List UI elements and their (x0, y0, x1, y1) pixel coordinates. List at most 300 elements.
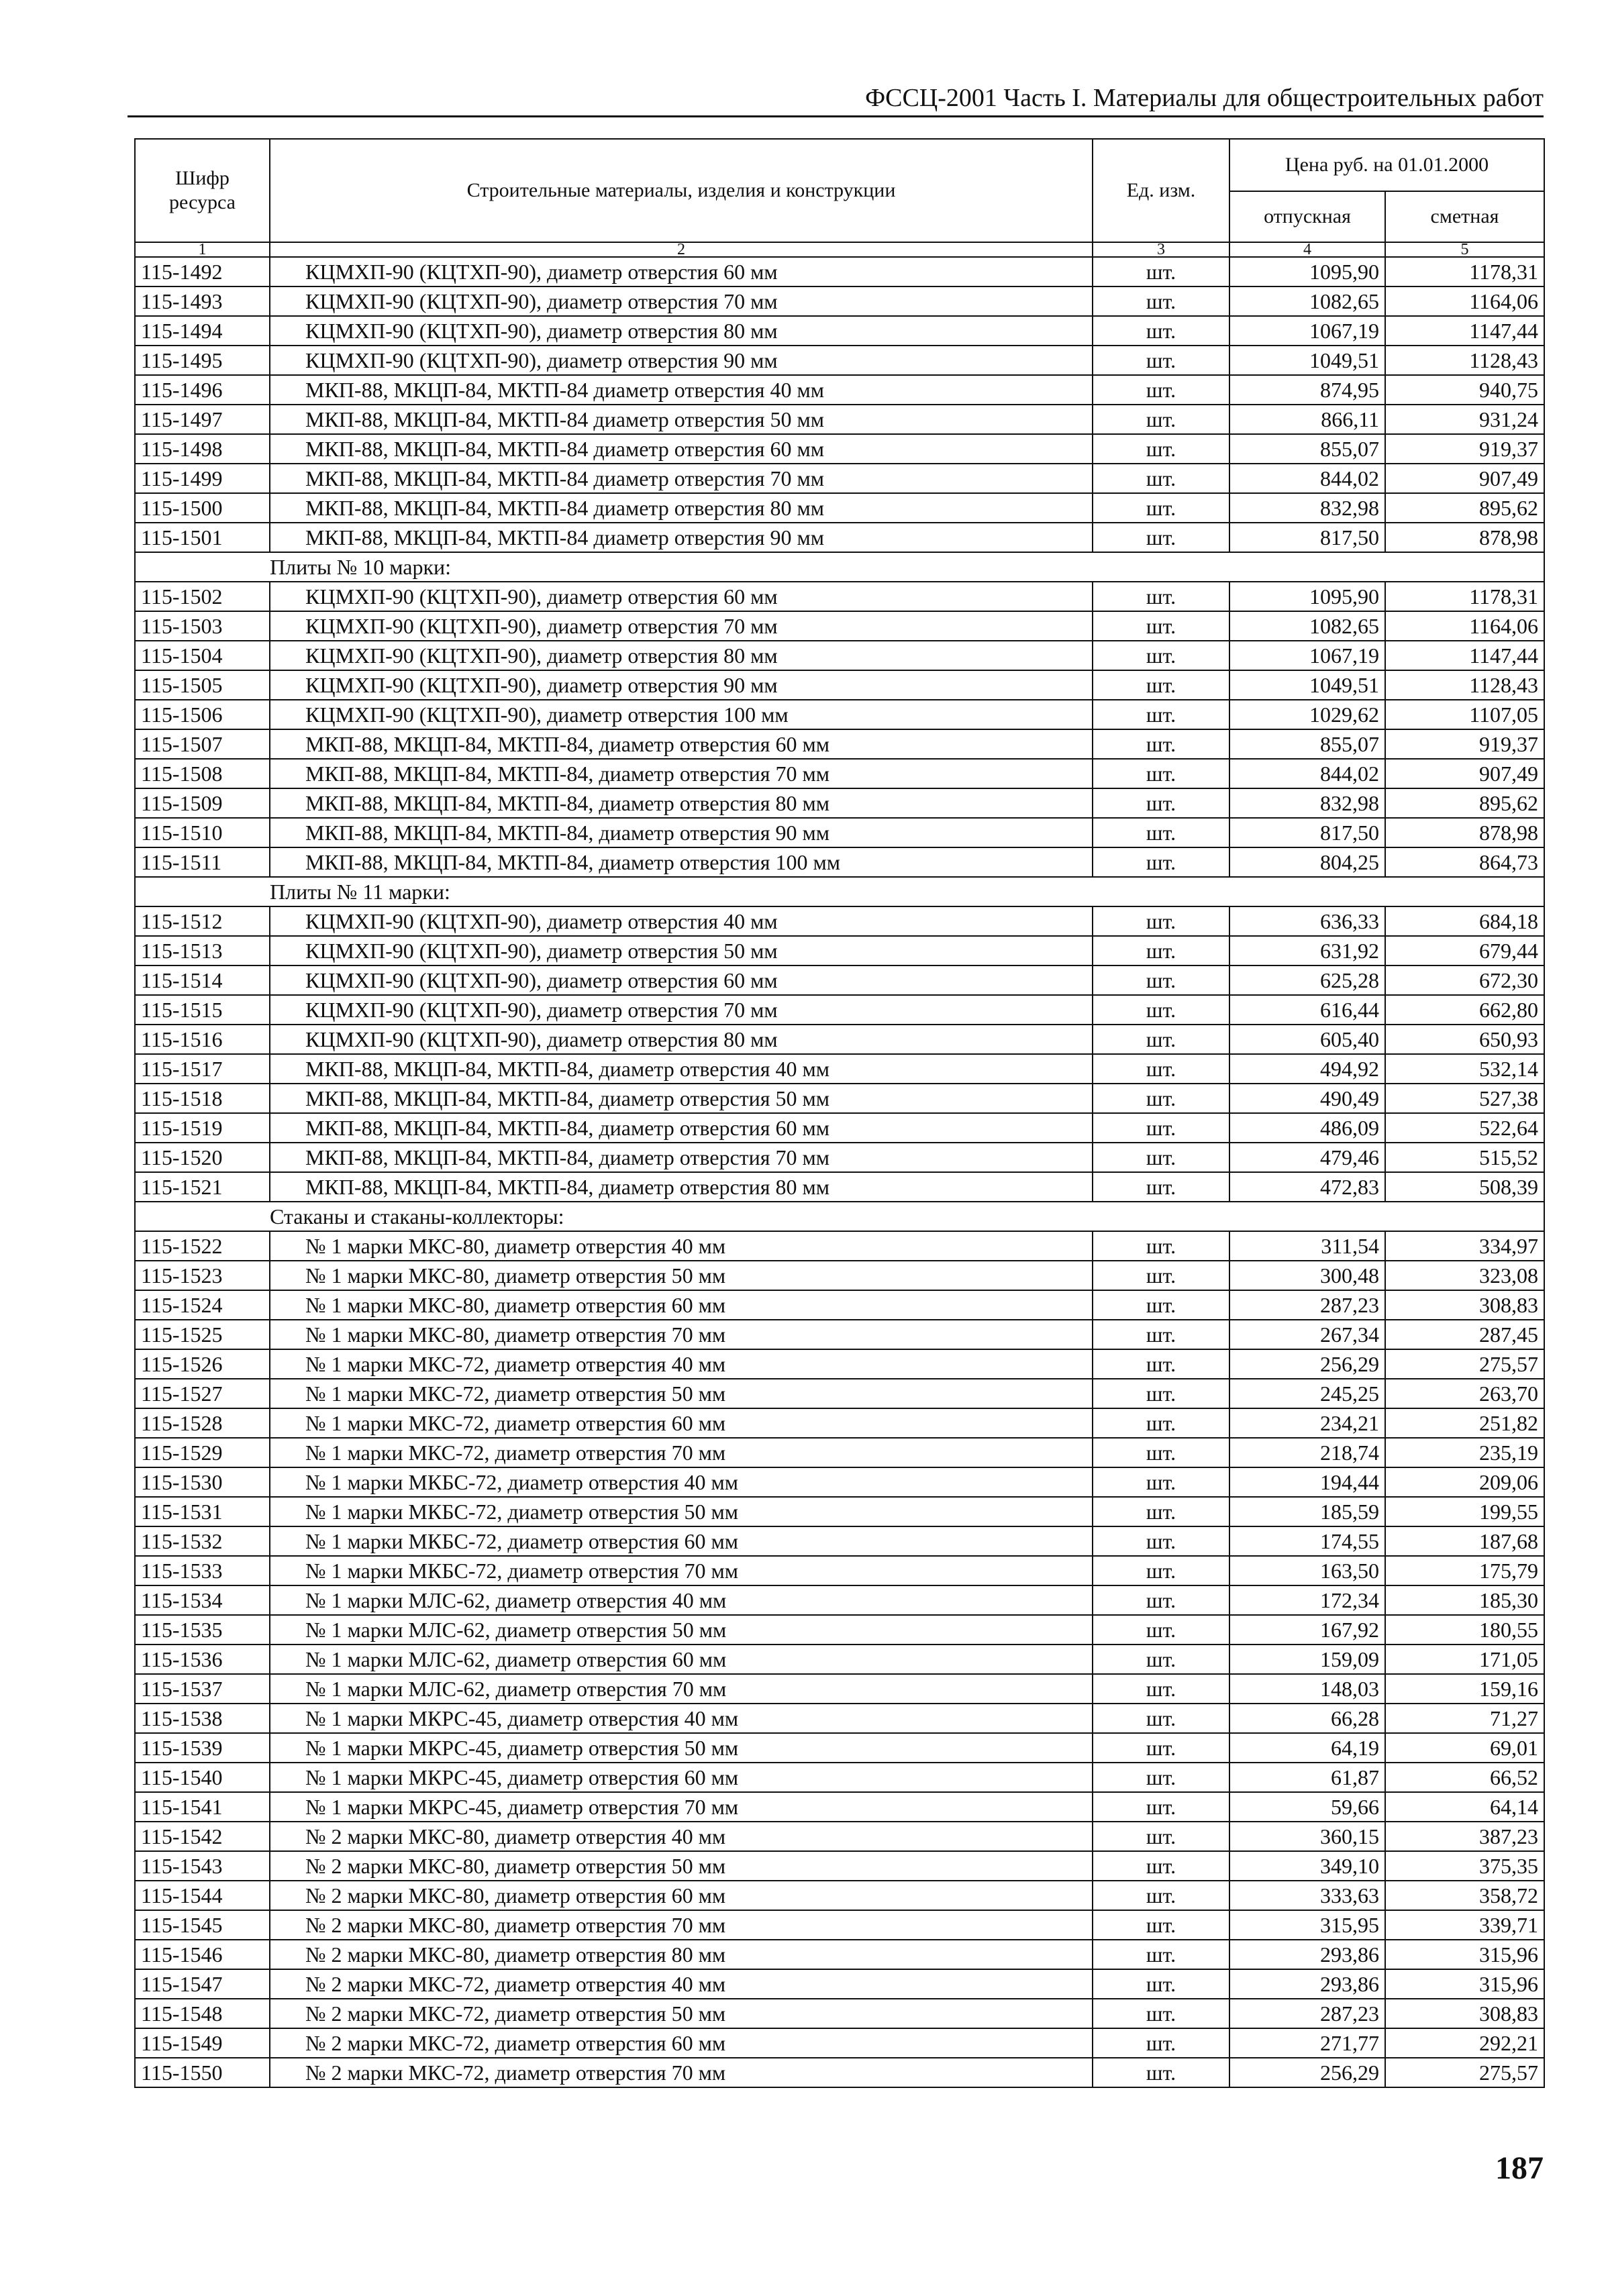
unit-of-measure: шт. (1093, 1881, 1229, 1910)
release-price: 300,48 (1229, 1261, 1385, 1290)
resource-code: 115-1506 (135, 700, 270, 729)
unit-of-measure: шт. (1093, 1792, 1229, 1822)
material-name: № 1 марки МЛС-62, диаметр отверстия 40 мм (270, 1585, 1093, 1615)
table-row (135, 1438, 1544, 1467)
unit-of-measure: шт. (1093, 1379, 1229, 1408)
resource-code: 115-1523 (135, 1261, 270, 1290)
table-row (135, 1290, 1544, 1320)
resource-code: 115-1541 (135, 1792, 270, 1822)
estimate-price: 387,23 (1385, 1822, 1544, 1851)
resource-code: 115-1524 (135, 1290, 270, 1320)
estimate-price: 672,30 (1385, 966, 1544, 995)
estimate-price: 1147,44 (1385, 316, 1544, 346)
unit-of-measure: шт. (1093, 523, 1229, 552)
unit-of-measure: шт. (1093, 1438, 1229, 1467)
unit-of-measure: шт. (1093, 1526, 1229, 1556)
estimate-price: 69,01 (1385, 1733, 1544, 1763)
resource-code: 115-1492 (135, 257, 270, 286)
estimate-price: 508,39 (1385, 1172, 1544, 1202)
resource-code: 115-1499 (135, 464, 270, 493)
unit-of-measure: шт. (1093, 1349, 1229, 1379)
release-price: 844,02 (1229, 759, 1385, 788)
release-price: 874,95 (1229, 375, 1385, 405)
estimate-price: 159,16 (1385, 1674, 1544, 1704)
material-name: КЦМХП-90 (КЦТХП-90), диаметр отверстия 60 мм (270, 582, 1093, 611)
estimate-price: 931,24 (1385, 405, 1544, 434)
unit-of-measure: шт. (1093, 1822, 1229, 1851)
table-row (135, 1851, 1544, 1881)
resource-code: 115-1515 (135, 995, 270, 1025)
unit-of-measure: шт. (1093, 670, 1229, 700)
estimate-price: 532,14 (1385, 1054, 1544, 1084)
material-name: МКП-88, МКЦП-84, МКТП-84 диаметр отверстия 50 мм (270, 405, 1093, 434)
estimate-price: 308,83 (1385, 1999, 1544, 2028)
release-price: 333,63 (1229, 1881, 1385, 1910)
estimate-price: 64,14 (1385, 1792, 1544, 1822)
resource-code: 115-1539 (135, 1733, 270, 1763)
resource-code: 115-1494 (135, 316, 270, 346)
estimate-price: 522,64 (1385, 1113, 1544, 1143)
material-name: № 1 марки МКС-80, диаметр отверстия 60 мм (270, 1290, 1093, 1320)
table-row (135, 286, 1544, 316)
unit-of-measure: шт. (1093, 1408, 1229, 1438)
release-price: 159,09 (1229, 1645, 1385, 1674)
material-name: № 1 марки МКС-80, диаметр отверстия 70 мм (270, 1320, 1093, 1349)
release-price: 360,15 (1229, 1822, 1385, 1851)
table-row (135, 1054, 1544, 1084)
resource-code: 115-1507 (135, 729, 270, 759)
release-price: 1067,19 (1229, 641, 1385, 670)
release-price: 167,92 (1229, 1615, 1385, 1645)
material-name: № 1 марки МКРС-45, диаметр отверстия 50 мм (270, 1733, 1093, 1763)
table-row (135, 1349, 1544, 1379)
material-name: КЦМХП-90 (КЦТХП-90), диаметр отверстия 60 мм (270, 257, 1093, 286)
estimate-price: 878,98 (1385, 523, 1544, 552)
unit-of-measure: шт. (1093, 936, 1229, 966)
table-row (135, 936, 1544, 966)
table-row (135, 1025, 1544, 1054)
unit-of-measure: шт. (1093, 434, 1229, 464)
release-price: 1082,65 (1229, 286, 1385, 316)
unit-of-measure: шт. (1093, 641, 1229, 670)
table-row (135, 995, 1544, 1025)
release-price: 218,74 (1229, 1438, 1385, 1467)
unit-of-measure: шт. (1093, 1172, 1229, 1202)
unit-of-measure: шт. (1093, 995, 1229, 1025)
release-price: 311,54 (1229, 1231, 1385, 1261)
unit-of-measure: шт. (1093, 1025, 1229, 1054)
material-name: № 2 марки МКС-72, диаметр отверстия 40 мм (270, 1969, 1093, 1999)
table-row (135, 1881, 1544, 1910)
header-title: ФССЦ-2001 Часть I. Материалы для общестроительных работ (865, 84, 1544, 112)
section-row (135, 877, 1544, 906)
table-row (135, 1261, 1544, 1290)
release-price: 59,66 (1229, 1792, 1385, 1822)
resource-code: 115-1548 (135, 1999, 270, 2028)
material-name: № 2 марки МКС-80, диаметр отверстия 40 мм (270, 1822, 1093, 1851)
estimate-price: 919,37 (1385, 729, 1544, 759)
resource-code: 115-1504 (135, 641, 270, 670)
unit-of-measure: шт. (1093, 1290, 1229, 1320)
estimate-price: 71,27 (1385, 1704, 1544, 1733)
resource-code: 115-1514 (135, 966, 270, 995)
material-name: № 1 марки МКБС-72, диаметр отверстия 50 мм (270, 1497, 1093, 1526)
estimate-price: 1164,06 (1385, 611, 1544, 641)
resource-code: 115-1540 (135, 1763, 270, 1792)
unit-of-measure: шт. (1093, 286, 1229, 316)
unit-of-measure: шт. (1093, 2028, 1229, 2058)
release-price: 163,50 (1229, 1556, 1385, 1585)
section-row (135, 1202, 1544, 1231)
estimate-price: 515,52 (1385, 1143, 1544, 1172)
release-price: 234,21 (1229, 1408, 1385, 1438)
table-row (135, 2058, 1544, 2087)
material-name: МКП-88, МКЦП-84, МКТП-84, диаметр отверстия 60 мм (270, 1113, 1093, 1143)
estimate-price: 251,82 (1385, 1408, 1544, 1438)
unit-of-measure: шт. (1093, 1320, 1229, 1349)
resource-code: 115-1495 (135, 346, 270, 375)
resource-code: 115-1532 (135, 1526, 270, 1556)
release-price: 267,34 (1229, 1320, 1385, 1349)
table-row (135, 1645, 1544, 1674)
release-price: 245,25 (1229, 1379, 1385, 1408)
material-name: КЦМХП-90 (КЦТХП-90), диаметр отверстия 60 мм (270, 966, 1093, 995)
unit-of-measure: шт. (1093, 1733, 1229, 1763)
unit-of-measure: шт. (1093, 257, 1229, 286)
release-price: 817,50 (1229, 523, 1385, 552)
unit-of-measure: шт. (1093, 1261, 1229, 1290)
release-price: 185,59 (1229, 1497, 1385, 1526)
estimate-price: 684,18 (1385, 906, 1544, 936)
estimate-price: 895,62 (1385, 493, 1544, 523)
unit-of-measure: шт. (1093, 1467, 1229, 1497)
table-row (135, 493, 1544, 523)
unit-of-measure: шт. (1093, 1231, 1229, 1261)
table-row (135, 641, 1544, 670)
price-table-container (134, 138, 1544, 2088)
unit-of-measure: шт. (1093, 759, 1229, 788)
resource-code: 115-1547 (135, 1969, 270, 1999)
release-price: 832,98 (1229, 788, 1385, 818)
material-name: МКП-88, МКЦП-84, МКТП-84 диаметр отверстия 80 мм (270, 493, 1093, 523)
table-row (135, 1733, 1544, 1763)
table-row (135, 1231, 1544, 1261)
material-name: № 1 марки МЛС-62, диаметр отверстия 50 мм (270, 1615, 1093, 1645)
unit-of-measure: шт. (1093, 493, 1229, 523)
material-name: КЦМХП-90 (КЦТХП-90), диаметр отверстия 50 мм (270, 936, 1093, 966)
unit-of-measure: шт. (1093, 729, 1229, 759)
release-price: 817,50 (1229, 818, 1385, 847)
estimate-price: 308,83 (1385, 1290, 1544, 1320)
estimate-price: 878,98 (1385, 818, 1544, 847)
table-row (135, 1674, 1544, 1704)
estimate-price: 334,97 (1385, 1231, 1544, 1261)
table-row (135, 1320, 1544, 1349)
unit-of-measure: шт. (1093, 611, 1229, 641)
material-name: № 1 марки МКС-72, диаметр отверстия 40 мм (270, 1349, 1093, 1379)
estimate-price: 1107,05 (1385, 700, 1544, 729)
material-name: № 1 марки МКБС-72, диаметр отверстия 70 мм (270, 1556, 1093, 1585)
unit-of-measure: шт. (1093, 966, 1229, 995)
release-price: 148,03 (1229, 1674, 1385, 1704)
table-row (135, 729, 1544, 759)
material-name: № 2 марки МКС-80, диаметр отверстия 50 мм (270, 1851, 1093, 1881)
resource-code: 115-1502 (135, 582, 270, 611)
column-number: 4 (1229, 242, 1385, 257)
table-row (135, 1585, 1544, 1615)
unit-of-measure: шт. (1093, 1497, 1229, 1526)
release-price: 293,86 (1229, 1969, 1385, 1999)
material-name: КЦМХП-90 (КЦТХП-90), диаметр отверстия 70 мм (270, 611, 1093, 641)
release-price: 256,29 (1229, 2058, 1385, 2087)
table-row (135, 1113, 1544, 1143)
resource-code: 115-1531 (135, 1497, 270, 1526)
estimate-price: 864,73 (1385, 847, 1544, 877)
estimate-price: 358,72 (1385, 1881, 1544, 1910)
unit-of-measure: шт. (1093, 582, 1229, 611)
release-price: 866,11 (1229, 405, 1385, 434)
material-name: № 1 марки МЛС-62, диаметр отверстия 70 мм (270, 1674, 1093, 1704)
estimate-price: 527,38 (1385, 1084, 1544, 1113)
table-row (135, 1940, 1544, 1969)
resource-code: 115-1498 (135, 434, 270, 464)
table-row (135, 670, 1544, 700)
section-title: Плиты № 10 марки: (135, 552, 1544, 582)
release-price: 855,07 (1229, 434, 1385, 464)
unit-of-measure: шт. (1093, 847, 1229, 877)
unit-of-measure: шт. (1093, 1113, 1229, 1143)
estimate-price: 315,96 (1385, 1940, 1544, 1969)
header-name: Строительные материалы, изделия и конструкции (270, 139, 1093, 242)
release-price: 855,07 (1229, 729, 1385, 759)
unit-of-measure: шт. (1093, 818, 1229, 847)
table-row (135, 1615, 1544, 1645)
resource-code: 115-1538 (135, 1704, 270, 1733)
table-row (135, 611, 1544, 641)
resource-code: 115-1518 (135, 1084, 270, 1113)
estimate-price: 185,30 (1385, 1585, 1544, 1615)
table-row (135, 1704, 1544, 1733)
material-name: МКП-88, МКЦП-84, МКТП-84, диаметр отверстия 70 мм (270, 1143, 1093, 1172)
table-row (135, 523, 1544, 552)
material-name: КЦМХП-90 (КЦТХП-90), диаметр отверстия 70 мм (270, 286, 1093, 316)
resource-code: 115-1501 (135, 523, 270, 552)
header-unit: Ед. изм. (1093, 139, 1229, 242)
material-name: № 1 марки МЛС-62, диаметр отверстия 60 мм (270, 1645, 1093, 1674)
material-name: № 1 марки МКРС-45, диаметр отверстия 70 мм (270, 1792, 1093, 1822)
material-name: № 1 марки МКС-72, диаметр отверстия 60 мм (270, 1408, 1093, 1438)
release-price: 472,83 (1229, 1172, 1385, 1202)
material-name: № 1 марки МКБС-72, диаметр отверстия 40 мм (270, 1467, 1093, 1497)
estimate-price: 180,55 (1385, 1615, 1544, 1645)
estimate-price: 1178,31 (1385, 257, 1544, 286)
section-row (135, 552, 1544, 582)
resource-code: 115-1521 (135, 1172, 270, 1202)
unit-of-measure: шт. (1093, 1851, 1229, 1881)
release-price: 804,25 (1229, 847, 1385, 877)
release-price: 494,92 (1229, 1054, 1385, 1084)
table-row (135, 1556, 1544, 1585)
resource-code: 115-1529 (135, 1438, 270, 1467)
resource-code: 115-1546 (135, 1940, 270, 1969)
release-price: 256,29 (1229, 1349, 1385, 1379)
table-row (135, 1143, 1544, 1172)
table-row (135, 2028, 1544, 2058)
release-price: 1029,62 (1229, 700, 1385, 729)
material-name: КЦМХП-90 (КЦТХП-90), диаметр отверстия 70 мм (270, 995, 1093, 1025)
resource-code: 115-1510 (135, 818, 270, 847)
material-name: № 2 марки МКС-80, диаметр отверстия 60 мм (270, 1881, 1093, 1910)
material-name: КЦМХП-90 (КЦТХП-90), диаметр отверстия 100 мм (270, 700, 1093, 729)
unit-of-measure: шт. (1093, 1054, 1229, 1084)
column-number: 2 (270, 242, 1093, 257)
unit-of-measure: шт. (1093, 1910, 1229, 1940)
release-price: 315,95 (1229, 1910, 1385, 1940)
material-name: МКП-88, МКЦП-84, МКТП-84, диаметр отверстия 80 мм (270, 1172, 1093, 1202)
estimate-price: 287,45 (1385, 1320, 1544, 1349)
resource-code: 115-1549 (135, 2028, 270, 2058)
estimate-price: 907,49 (1385, 464, 1544, 493)
resource-code: 115-1513 (135, 936, 270, 966)
table-row (135, 788, 1544, 818)
material-name: № 2 марки МКС-72, диаметр отверстия 50 мм (270, 1999, 1093, 2028)
release-price: 631,92 (1229, 936, 1385, 966)
material-name: № 2 марки МКС-72, диаметр отверстия 70 мм (270, 2058, 1093, 2087)
resource-code: 115-1497 (135, 405, 270, 434)
table-row (135, 1084, 1544, 1113)
table-row (135, 1497, 1544, 1526)
column-number: 3 (1093, 242, 1229, 257)
unit-of-measure: шт. (1093, 1615, 1229, 1645)
resource-code: 115-1512 (135, 906, 270, 936)
estimate-price: 650,93 (1385, 1025, 1544, 1054)
estimate-price: 662,80 (1385, 995, 1544, 1025)
resource-code: 115-1545 (135, 1910, 270, 1940)
unit-of-measure: шт. (1093, 788, 1229, 818)
estimate-price: 315,96 (1385, 1969, 1544, 1999)
material-name: МКП-88, МКЦП-84, МКТП-84, диаметр отверстия 50 мм (270, 1084, 1093, 1113)
table-row (135, 434, 1544, 464)
resource-code: 115-1537 (135, 1674, 270, 1704)
unit-of-measure: шт. (1093, 316, 1229, 346)
table-row (135, 906, 1544, 936)
table-row (135, 316, 1544, 346)
column-number: 1 (135, 242, 270, 257)
release-price: 172,34 (1229, 1585, 1385, 1615)
material-name: МКП-88, МКЦП-84, МКТП-84, диаметр отверстия 40 мм (270, 1054, 1093, 1084)
table-row (135, 1526, 1544, 1556)
material-name: КЦМХП-90 (КЦТХП-90), диаметр отверстия 80 мм (270, 316, 1093, 346)
table-row (135, 759, 1544, 788)
table-row (135, 1467, 1544, 1497)
resource-code: 115-1534 (135, 1585, 270, 1615)
price-table (134, 138, 1545, 2088)
table-body (135, 257, 1544, 2087)
estimate-price: 1178,31 (1385, 582, 1544, 611)
release-price: 479,46 (1229, 1143, 1385, 1172)
header-estimate-price: сметная (1385, 191, 1544, 242)
material-name: № 1 марки МКС-80, диаметр отверстия 50 мм (270, 1261, 1093, 1290)
table-row (135, 1910, 1544, 1940)
material-name: МКП-88, МКЦП-84, МКТП-84 диаметр отверстия 40 мм (270, 375, 1093, 405)
release-price: 287,23 (1229, 1290, 1385, 1320)
unit-of-measure: шт. (1093, 1940, 1229, 1969)
estimate-price: 1147,44 (1385, 641, 1544, 670)
section-title: Стаканы и стаканы-коллекторы: (135, 1202, 1544, 1231)
table-row (135, 1379, 1544, 1408)
release-price: 64,19 (1229, 1733, 1385, 1763)
resource-code: 115-1505 (135, 670, 270, 700)
material-name: КЦМХП-90 (КЦТХП-90), диаметр отверстия 90 мм (270, 346, 1093, 375)
unit-of-measure: шт. (1093, 405, 1229, 434)
resource-code: 115-1530 (135, 1467, 270, 1497)
material-name: № 1 марки МКС-80, диаметр отверстия 40 мм (270, 1231, 1093, 1261)
resource-code: 115-1526 (135, 1349, 270, 1379)
header-release-price: отпускная (1229, 191, 1385, 242)
release-price: 271,77 (1229, 2028, 1385, 2058)
material-name: № 1 марки МКС-72, диаметр отверстия 70 мм (270, 1438, 1093, 1467)
unit-of-measure: шт. (1093, 1969, 1229, 1999)
material-name: № 2 марки МКС-72, диаметр отверстия 60 мм (270, 2028, 1093, 2058)
unit-of-measure: шт. (1093, 1143, 1229, 1172)
estimate-price: 235,19 (1385, 1438, 1544, 1467)
unit-of-measure: шт. (1093, 1084, 1229, 1113)
release-price: 1049,51 (1229, 346, 1385, 375)
unit-of-measure: шт. (1093, 1645, 1229, 1674)
material-name: № 2 марки МКС-80, диаметр отверстия 70 мм (270, 1910, 1093, 1940)
unit-of-measure: шт. (1093, 1585, 1229, 1615)
estimate-price: 199,55 (1385, 1497, 1544, 1526)
material-name: № 2 марки МКС-80, диаметр отверстия 80 мм (270, 1940, 1093, 1969)
release-price: 1082,65 (1229, 611, 1385, 641)
resource-code: 115-1525 (135, 1320, 270, 1349)
table-row (135, 1822, 1544, 1851)
unit-of-measure: шт. (1093, 464, 1229, 493)
material-name: № 1 марки МКРС-45, диаметр отверстия 60 мм (270, 1763, 1093, 1792)
unit-of-measure: шт. (1093, 906, 1229, 936)
resource-code: 115-1509 (135, 788, 270, 818)
estimate-price: 1128,43 (1385, 670, 1544, 700)
resource-code: 115-1528 (135, 1408, 270, 1438)
release-price: 490,49 (1229, 1084, 1385, 1113)
table-row (135, 700, 1544, 729)
resource-code: 115-1511 (135, 847, 270, 877)
table-row (135, 1792, 1544, 1822)
estimate-price: 175,79 (1385, 1556, 1544, 1585)
table-row (135, 1969, 1544, 1999)
material-name: № 1 марки МКБС-72, диаметр отверстия 60 мм (270, 1526, 1093, 1556)
unit-of-measure: шт. (1093, 1556, 1229, 1585)
release-price: 636,33 (1229, 906, 1385, 936)
resource-code: 115-1544 (135, 1881, 270, 1910)
resource-code: 115-1493 (135, 286, 270, 316)
resource-code: 115-1550 (135, 2058, 270, 2087)
unit-of-measure: шт. (1093, 1999, 1229, 2028)
resource-code: 115-1516 (135, 1025, 270, 1054)
unit-of-measure: шт. (1093, 346, 1229, 375)
estimate-price: 209,06 (1385, 1467, 1544, 1497)
table-row (135, 375, 1544, 405)
resource-code: 115-1527 (135, 1379, 270, 1408)
release-price: 1095,90 (1229, 582, 1385, 611)
release-price: 486,09 (1229, 1113, 1385, 1143)
resource-code: 115-1543 (135, 1851, 270, 1881)
table-row (135, 1172, 1544, 1202)
material-name: МКП-88, МКЦП-84, МКТП-84, диаметр отверстия 90 мм (270, 818, 1093, 847)
unit-of-measure: шт. (1093, 1704, 1229, 1733)
release-price: 625,28 (1229, 966, 1385, 995)
release-price: 194,44 (1229, 1467, 1385, 1497)
